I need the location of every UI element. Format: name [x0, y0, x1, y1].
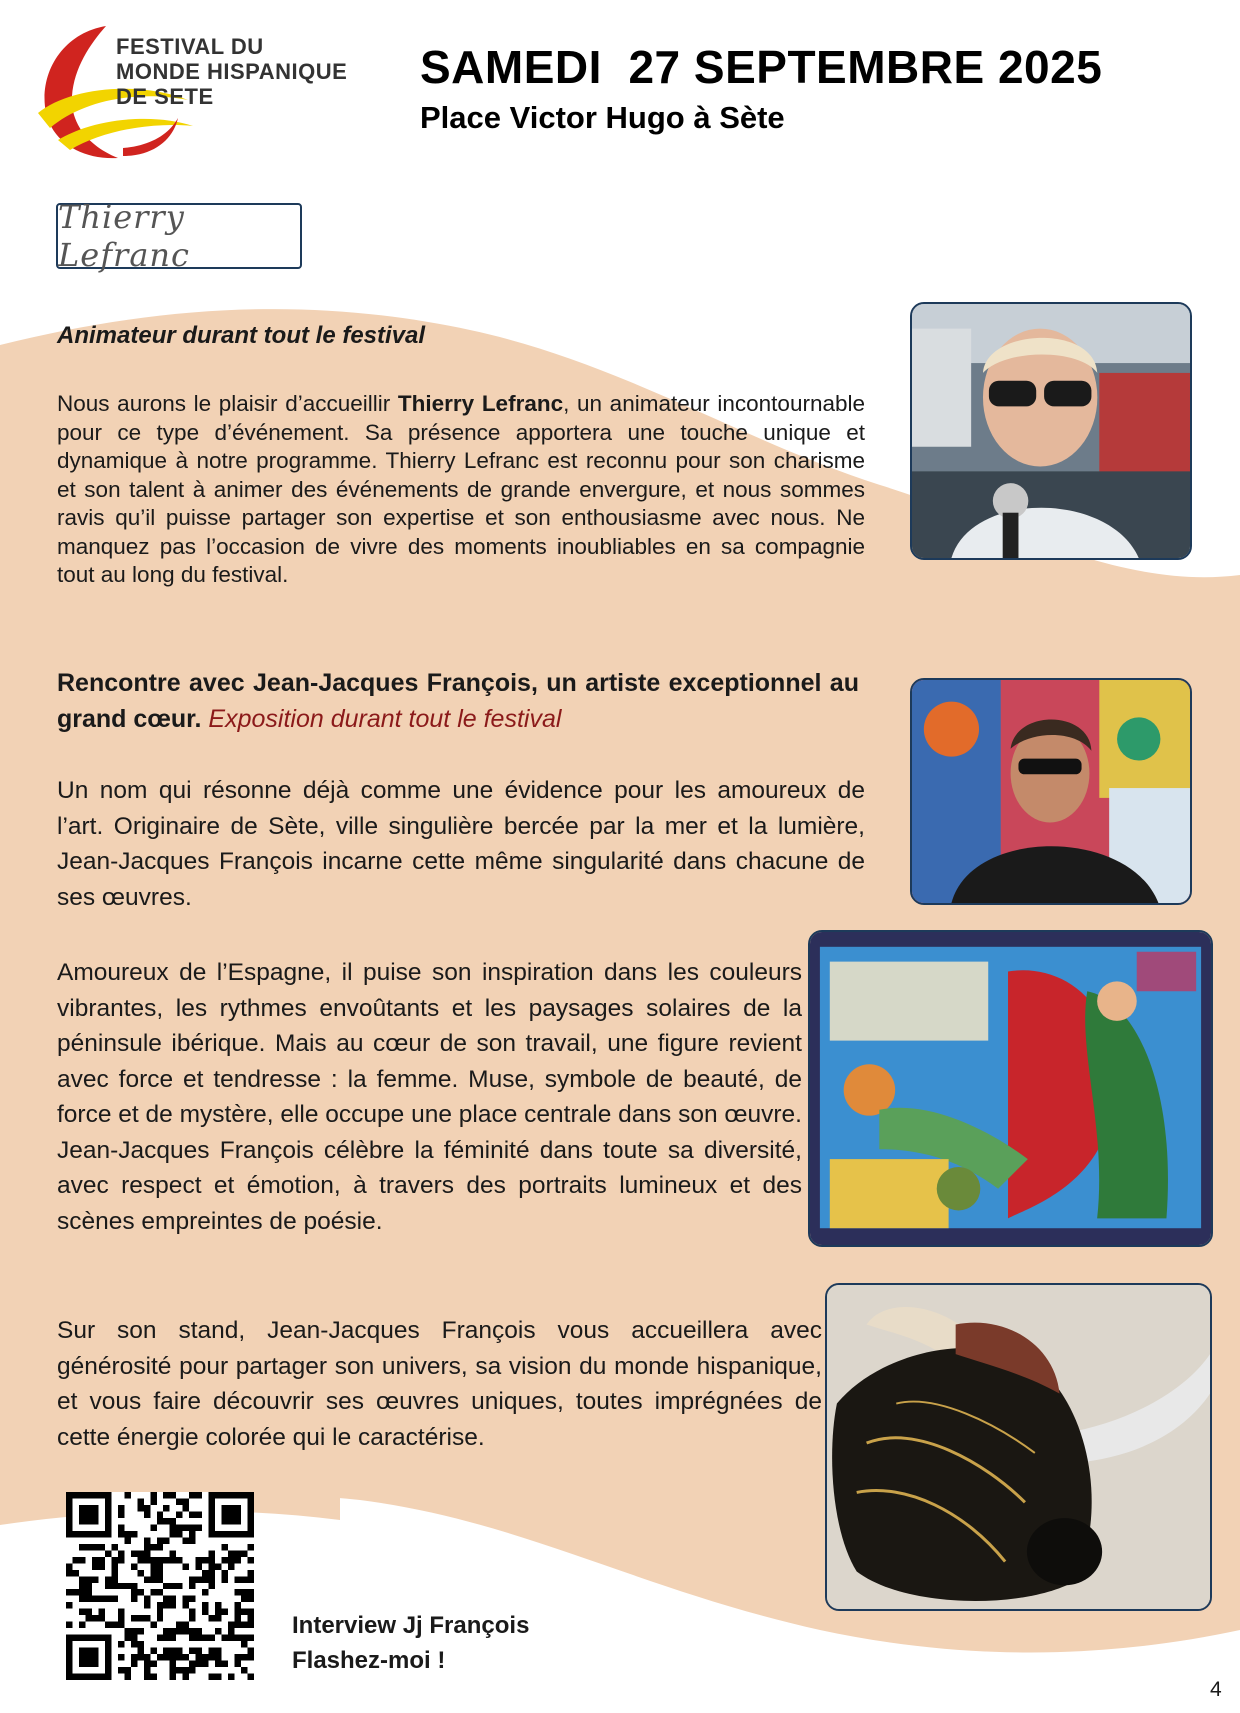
section2-heading: [57, 665, 859, 737]
photo-jean-jacques-francois: [910, 678, 1192, 905]
painting-artwork: [808, 930, 1213, 1247]
photo-bull-sculpture: [825, 1283, 1212, 1611]
qr-caption-line-1: Interview Jj François: [292, 1612, 530, 1639]
qr-caption: [292, 1608, 529, 1678]
p1-part1: Nous aurons le plaisir d’accueillir: [57, 391, 398, 416]
event-date: SAMEDI 27 SEPTEMBRE 2025: [420, 41, 1103, 93]
logo-line-1: FESTIVAL DU: [116, 34, 264, 59]
section2-paragraph-3: Sur son stand, Jean-Jacques François vous accueillera avec générosité pour partager son univers, sa vision du monde hispanique, et vous faire découvrir ses œuvres uniques, toutes imprégnées de cette énergie colorée qui le caractérise.: [57, 1317, 822, 1451]
logo-line-2: MONDE HISPANIQUE: [116, 59, 348, 84]
qr-code[interactable]: [65, 1492, 255, 1680]
section2-title: Rencontre avec Jean-Jacques François, un artiste exceptionnel au grand cœur.: [57, 669, 859, 733]
name-badge-text: Thierry Lefranc: [58, 198, 190, 274]
section2-paragraph-1: Un nom qui résonne déjà comme une évidence pour les amoureux de l’art. Originaire de Sète, ville singulière bercée par la mer et la lumière, Jean-Jacques François incarne cette même singularité dans chacune de ses œuvres.: [57, 777, 865, 911]
qr-caption-line-2: Flashez-moi !: [292, 1647, 446, 1674]
name-badge: [56, 198, 302, 274]
p1-part2: , un animateur incontournable pour ce type d’événement. Sa présence apportera une touche unique et dynamique à notre programme. Thierry Lefranc est reconnu pour son charisme et son talent à animer des événements de grande envergure, et nous sommes ravis qu’il puisse partager son expertise et son enthousiasme avec nous. Ne manquez pas l’occasion de vivre des moments inoubliables en sa compagnie tout au long du festival.: [57, 391, 865, 587]
photo-thierry-lefranc: [910, 302, 1192, 560]
qr-code-icon: [65, 1492, 255, 1680]
section2-paragraph-2: Amoureux de l’Espagne, il puise son inspiration dans les couleurs vibrantes, les rythmes envoûtants et les paysages solaires de la péninsule ibérique. Mais au cœur de son travail, une figure revient avec force et tendresse : la femme. Muse, symbole de beauté, de force et de mystère, elle occupe une place centrale dans son œuvre. Jean-Jacques François célèbre la féminité dans toute sa diversité, avec respect et émotion, à travers des portraits lumineux et des scènes empreintes de poésie.: [57, 959, 802, 1235]
section1-paragraph: [57, 390, 865, 590]
logo-line-3: DE SETE: [116, 84, 214, 109]
p1-bold-name: Thierry Lefranc: [397, 391, 564, 416]
exposition-note: Exposition durant tout le festival: [208, 705, 562, 733]
event-place: Place Victor Hugo à Sète: [420, 100, 785, 135]
section1-heading: Animateur durant tout le festival: [57, 322, 426, 349]
festival-logo: [28, 18, 388, 168]
page-number: 4: [1210, 1678, 1222, 1701]
